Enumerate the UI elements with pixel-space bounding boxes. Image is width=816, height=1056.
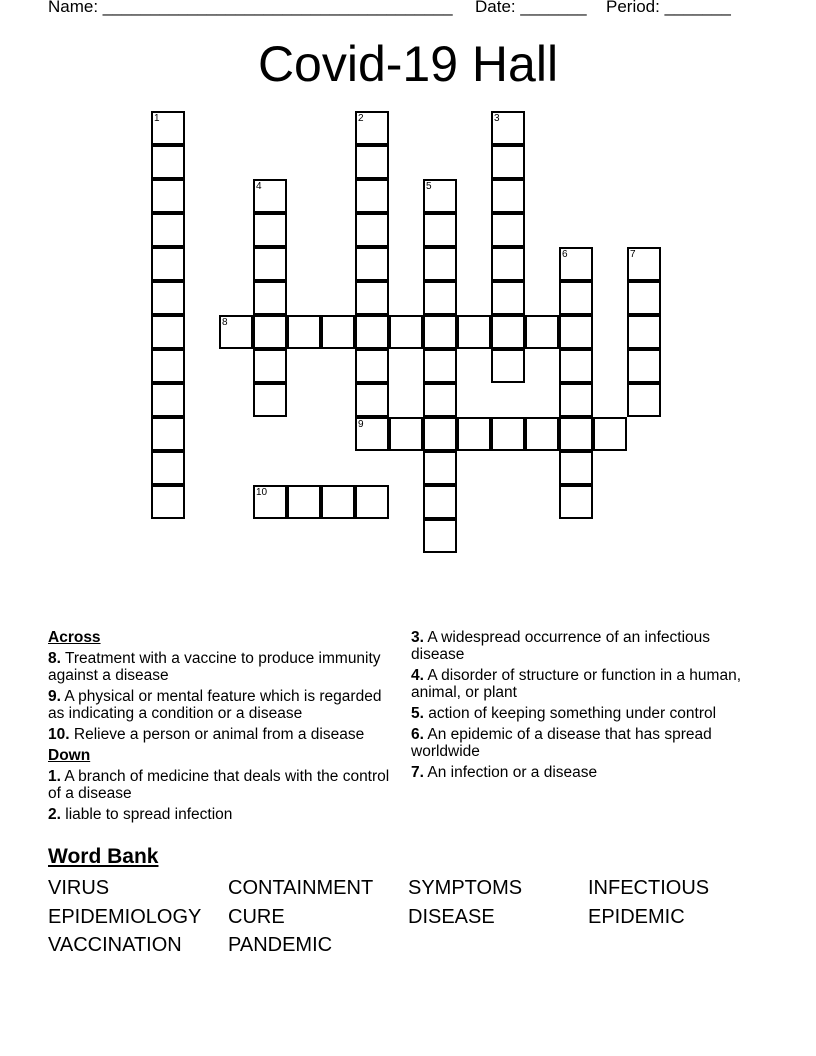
word-bank-item: EPIDEMIC xyxy=(588,905,685,928)
crossword-cell[interactable] xyxy=(423,519,457,553)
clue-text: A disorder of structure or function in a human, animal, or plant xyxy=(411,667,742,701)
crossword-cell[interactable] xyxy=(151,349,185,383)
date-field[interactable]: Date: _______ xyxy=(475,0,587,16)
clues-right-column xyxy=(411,629,765,785)
crossword-cell[interactable] xyxy=(491,417,525,451)
clue-number: 7. xyxy=(411,764,424,781)
crossword-cell[interactable] xyxy=(559,417,593,451)
crossword-cell[interactable] xyxy=(423,451,457,485)
crossword-cell[interactable] xyxy=(559,485,593,519)
crossword-cell[interactable] xyxy=(151,485,185,519)
crossword-cell[interactable] xyxy=(355,247,389,281)
crossword-cell[interactable] xyxy=(151,145,185,179)
crossword-cell[interactable] xyxy=(253,247,287,281)
crossword-cell[interactable] xyxy=(253,281,287,315)
crossword-cell[interactable] xyxy=(355,213,389,247)
crossword-cell[interactable] xyxy=(491,281,525,315)
clue-text: An epidemic of a disease that has spread worldwide xyxy=(411,726,712,760)
crossword-cell[interactable] xyxy=(627,315,661,349)
clue-down-2 xyxy=(48,806,402,823)
clue-text: liable to spread infection xyxy=(65,806,233,823)
crossword-cell[interactable] xyxy=(253,383,287,417)
clue-across-9 xyxy=(48,688,402,722)
clue-down-4 xyxy=(411,667,765,701)
crossword-cell[interactable] xyxy=(321,315,355,349)
crossword-cell[interactable] xyxy=(253,315,287,349)
cell-number: 7 xyxy=(630,249,636,260)
crossword-cell[interactable] xyxy=(627,281,661,315)
clue-text: A branch of medicine that deals with the control of a disease xyxy=(48,768,390,802)
page-title: Covid-19 Hall xyxy=(257,36,559,92)
crossword-cell[interactable] xyxy=(253,213,287,247)
clue-down-5 xyxy=(411,705,765,722)
crossword-cell[interactable] xyxy=(423,179,457,213)
clue-text: Treatment with a vaccine to produce immunity against a disease xyxy=(48,650,381,684)
crossword-cell[interactable] xyxy=(355,349,389,383)
crossword-cell[interactable] xyxy=(389,417,423,451)
word-bank-item: DISEASE xyxy=(408,905,495,928)
word-bank-item: VACCINATION xyxy=(48,934,182,956)
cell-number: 9 xyxy=(358,419,364,430)
crossword-cell[interactable] xyxy=(355,179,389,213)
word-bank-item: CONTAINMENT xyxy=(228,877,374,899)
word-bank-title: Word Bank xyxy=(48,845,159,868)
crossword-cell[interactable] xyxy=(423,485,457,519)
period-field[interactable]: Period: _______ xyxy=(606,0,731,16)
crossword-cell[interactable] xyxy=(559,247,593,281)
crossword-cell[interactable] xyxy=(423,417,457,451)
cell-number: 3 xyxy=(494,113,500,124)
crossword-cell[interactable] xyxy=(457,417,491,451)
crossword-cell[interactable] xyxy=(151,281,185,315)
cell-number: 5 xyxy=(426,181,432,192)
word-bank xyxy=(48,874,768,960)
crossword-cell[interactable] xyxy=(525,417,559,451)
across-heading: Across xyxy=(48,629,101,646)
crossword-cell[interactable] xyxy=(423,281,457,315)
clue-down-7 xyxy=(411,764,765,781)
crossword-cell[interactable] xyxy=(491,145,525,179)
word-bank-item: VIRUS xyxy=(48,877,110,899)
clue-number: 1. xyxy=(48,768,61,785)
crossword-cell[interactable] xyxy=(253,179,287,213)
crossword-cell[interactable] xyxy=(151,417,185,451)
word-bank-item: CURE xyxy=(228,905,285,928)
cell-number: 2 xyxy=(358,113,364,124)
crossword-cell[interactable] xyxy=(559,451,593,485)
crossword-cell[interactable] xyxy=(151,111,185,145)
crossword-cell[interactable] xyxy=(151,451,185,485)
crossword-cell[interactable] xyxy=(423,247,457,281)
crossword-cell[interactable] xyxy=(355,485,389,519)
cell-number: 4 xyxy=(256,181,262,192)
clue-number: 2. xyxy=(48,806,61,823)
crossword-cell[interactable] xyxy=(627,349,661,383)
word-bank-item: SYMPTOMS xyxy=(408,877,523,899)
crossword-cell[interactable] xyxy=(491,349,525,383)
crossword-cell[interactable] xyxy=(525,315,559,349)
clue-number: 6. xyxy=(411,726,424,743)
clue-text: action of keeping something under control xyxy=(428,705,717,722)
crossword-cell[interactable] xyxy=(491,247,525,281)
crossword-cell[interactable] xyxy=(559,349,593,383)
crossword-cell[interactable] xyxy=(355,417,389,451)
clue-number: 10. xyxy=(48,726,70,743)
word-bank-item: EPIDEMIOLOGY xyxy=(48,905,202,928)
clue-text: An infection or a disease xyxy=(427,764,598,781)
crossword-cell[interactable] xyxy=(253,349,287,383)
cell-number: 10 xyxy=(256,487,268,498)
crossword-cell[interactable] xyxy=(151,247,185,281)
clue-number: 8. xyxy=(48,650,61,667)
clue-text: A widespread occurrence of an infectious disease xyxy=(411,629,711,663)
crossword-cell[interactable] xyxy=(253,485,287,519)
clue-text: Relieve a person or animal from a disease xyxy=(73,726,365,743)
crossword-cell[interactable] xyxy=(627,247,661,281)
word-bank-item: INFECTIOUS xyxy=(588,877,710,899)
crossword-cell[interactable] xyxy=(423,213,457,247)
crossword-cell[interactable] xyxy=(559,281,593,315)
crossword-cell[interactable] xyxy=(287,485,321,519)
down-heading: Down xyxy=(48,747,91,764)
cell-number: 1 xyxy=(154,113,160,124)
crossword-cell[interactable] xyxy=(559,383,593,417)
clue-down-3 xyxy=(411,629,765,663)
clue-text: A physical or mental feature which is regarded as indicating a condition or a disease xyxy=(48,688,382,722)
name-field[interactable]: Name: _____________________________________ xyxy=(48,0,453,16)
clue-across-10 xyxy=(48,726,402,743)
clues-left-column xyxy=(48,629,402,827)
clue-number: 3. xyxy=(411,629,424,646)
crossword-cell[interactable] xyxy=(321,485,355,519)
cell-number: 8 xyxy=(222,317,228,328)
clue-across-8 xyxy=(48,650,402,684)
crossword-cell[interactable] xyxy=(491,213,525,247)
crossword-cell[interactable] xyxy=(355,111,389,145)
crossword-cell[interactable] xyxy=(389,315,423,349)
crossword-cell[interactable] xyxy=(627,383,661,417)
cell-number: 6 xyxy=(562,249,568,260)
word-bank-item: PANDEMIC xyxy=(228,934,333,956)
crossword-cell[interactable] xyxy=(457,315,491,349)
crossword-cell[interactable] xyxy=(355,315,389,349)
crossword-cell[interactable] xyxy=(151,383,185,417)
crossword-cell[interactable] xyxy=(491,315,525,349)
crossword-cell[interactable] xyxy=(355,281,389,315)
clue-down-6 xyxy=(411,726,765,760)
crossword-cell[interactable] xyxy=(151,213,185,247)
crossword-cell[interactable] xyxy=(287,315,321,349)
crossword-cell[interactable] xyxy=(423,349,457,383)
crossword-cell[interactable] xyxy=(151,315,185,349)
crossword-cell[interactable] xyxy=(355,145,389,179)
crossword-cell[interactable] xyxy=(491,179,525,213)
crossword-cell[interactable] xyxy=(423,383,457,417)
crossword-cell[interactable] xyxy=(423,315,457,349)
crossword-cell[interactable] xyxy=(593,417,627,451)
crossword-cell[interactable] xyxy=(491,111,525,145)
crossword-cell[interactable] xyxy=(559,315,593,349)
crossword-cell[interactable] xyxy=(151,179,185,213)
clue-number: 4. xyxy=(411,667,424,684)
crossword-cell[interactable] xyxy=(219,315,253,349)
clue-number: 9. xyxy=(48,688,61,705)
clue-down-1 xyxy=(48,768,402,802)
crossword-cell[interactable] xyxy=(355,383,389,417)
clue-number: 5. xyxy=(411,705,424,722)
